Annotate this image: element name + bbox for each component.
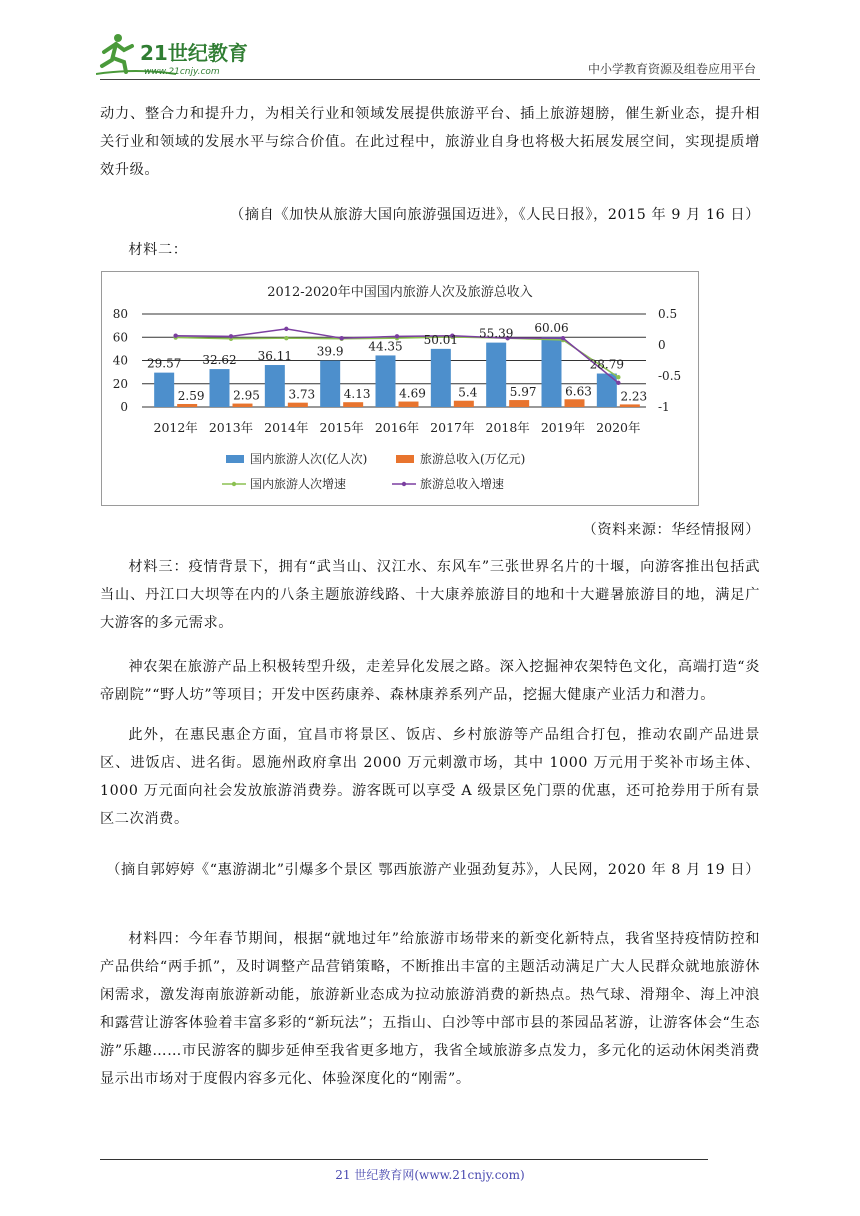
- data-label-revenue: 3.73: [288, 387, 316, 402]
- paragraph-material3: 材料三：疫情背景下，拥有“武当山、汉江水、东风车”三张世界名片的十堰，向游客推出包括武当山、丹江口大坝等在内的八条主题旅游线路、十大康养旅游目的地和十大避暑旅游目的地，满足广大游客的多元需求。: [100, 559, 760, 631]
- data-label-trips: 29.57: [146, 356, 182, 371]
- source-material1: （摘自《加快从旅游大国向旅游强国迈进》，《人民日报》，2015 年 9 月 16 日）: [229, 207, 760, 223]
- x-category-label: 2015年: [319, 420, 364, 435]
- chart-title: 2012-2020年中国国内旅游人次及旅游总收入: [267, 285, 533, 300]
- data-label-trips: 32.62: [202, 353, 237, 368]
- left-tick-label: 0: [120, 400, 128, 414]
- data-label-revenue: 2.59: [177, 388, 205, 403]
- bar-tourist-trips: [376, 355, 396, 407]
- bar-tourism-revenue: [454, 401, 474, 407]
- material2-label: 材料二：: [128, 242, 188, 258]
- bar-tourism-revenue: [177, 404, 197, 407]
- chart-svg: [102, 272, 698, 505]
- source-material3: （摘自郭婷婷《“惠游湖北”引爆多个景区 鄂西旅游产业强劲复苏》，人民网，2020 年 8 月 19 日）: [106, 862, 760, 878]
- paragraph-yichang: 此外，在惠民惠企方面，宜昌市将景区、饭店、乡村旅游等产品组合打包，推动农副产品进景区、进饭店、进名街。恩施州政府拿出 2000 万元刺激市场，其中 1000 万元用于奖补市场主体、1000 万元面向社会发放旅游消费券。游客既可以享受 A 级景区免门票的优惠，还可抢券用于所有景区二次消费。: [100, 727, 760, 827]
- data-label-trips: 39.9: [316, 344, 344, 359]
- right-tick-label: -1: [658, 400, 670, 414]
- data-label-revenue: 2.95: [233, 388, 260, 403]
- data-label-revenue: 2.23: [620, 389, 648, 404]
- point-revenue-growth: [339, 336, 343, 340]
- bar-tourism-revenue: [399, 402, 419, 407]
- left-tick-label: 80: [112, 307, 128, 321]
- bar-tourism-revenue: [565, 399, 585, 407]
- left-tick-label: 60: [112, 330, 128, 345]
- point-revenue-growth: [229, 334, 233, 338]
- point-revenue-growth: [616, 381, 620, 385]
- bar-tourist-trips: [320, 361, 340, 407]
- right-tick-label: -0.5: [658, 369, 682, 383]
- footer-divider: [100, 1159, 708, 1160]
- data-label-revenue: 4.13: [343, 387, 371, 402]
- bar-tourist-trips: [154, 373, 174, 407]
- paragraph-shennongjia: 神农架在旅游产品上积极转型升级，走差异化发展之路。深入挖掘神农架特色文化，高端打造“炎帝剧院”“野人坊”等项目；开发中医药康养、森林康养系列产品，挖掘大健康产业活力和潜力。: [100, 659, 760, 703]
- bar-tourism-revenue: [288, 403, 308, 407]
- point-revenue-growth: [395, 334, 399, 338]
- x-category-label: 2019年: [540, 420, 586, 435]
- point-trips-growth: [616, 375, 620, 379]
- header-platform-name: 中小学教育资源及组卷应用平台: [587, 62, 756, 76]
- legend-swatch-marker: [232, 482, 236, 486]
- data-label-trips: 50.01: [423, 332, 459, 347]
- right-tick-label: 0.5: [658, 307, 678, 321]
- data-label-trips: 44.35: [368, 339, 403, 354]
- legend-swatch-marker: [402, 482, 406, 486]
- left-tick-label: 40: [112, 353, 128, 368]
- x-category-label: 2017年: [430, 420, 475, 435]
- footer-text: 21 世纪教育网(www.21cnjy.com): [335, 1168, 525, 1182]
- legend-label: 旅游总收入(万亿元): [420, 452, 526, 466]
- point-revenue-growth: [284, 327, 288, 331]
- x-category-label: 2018年: [485, 420, 530, 435]
- x-category-label: 2020年: [596, 420, 641, 435]
- bar-tourism-revenue: [620, 404, 640, 407]
- data-label-revenue: 5.4: [458, 385, 478, 400]
- bar-tourism-revenue: [343, 402, 363, 407]
- x-category-label: 2012年: [153, 420, 198, 435]
- bar-tourism-revenue: [233, 404, 253, 407]
- paragraph-material1-continued: 动力、整合力和提升力，为相关行业和领域发展提供旅游平台、插上旅游翅膀，催生新业态，提升相关行业和领域的发展水平与综合价值。在此过程中，旅游业自身也将极大拓展发展空间，实现提质增效升级。: [100, 106, 760, 178]
- point-trips-growth: [284, 336, 288, 340]
- chart-source: （资料来源：华经情报网）: [582, 522, 760, 538]
- legend-swatch: [226, 455, 244, 463]
- data-label-trips: 36.11: [257, 349, 293, 364]
- header-divider: [100, 79, 760, 80]
- logo-text: 21世纪教育: [140, 41, 248, 65]
- data-label-revenue: 6.63: [565, 384, 592, 399]
- legend-label: 国内旅游人次增速: [250, 477, 347, 491]
- legend-label: 国内旅游人次(亿人次): [250, 452, 368, 466]
- point-revenue-growth: [173, 334, 177, 338]
- bar-tourist-trips: [210, 369, 230, 407]
- bar-tourist-trips: [265, 365, 285, 407]
- x-category-label: 2016年: [374, 420, 420, 435]
- point-revenue-growth: [561, 336, 565, 340]
- site-logo: [96, 32, 256, 80]
- left-tick-label: 20: [112, 376, 128, 391]
- tourism-chart: [101, 271, 699, 506]
- right-tick-label: 0: [658, 338, 666, 352]
- logo-url: www.21cnjy.com: [144, 67, 220, 77]
- data-label-trips: 55.39: [478, 326, 514, 341]
- data-label-trips: 28.79: [589, 357, 625, 372]
- data-label-trips: 60.06: [534, 321, 569, 336]
- x-category-label: 2013年: [208, 420, 254, 435]
- data-label-revenue: 5.97: [509, 385, 537, 400]
- bar-tourist-trips: [486, 343, 506, 407]
- legend-swatch: [396, 455, 414, 463]
- paragraph-material4: 材料四：今年春节期间，根据“就地过年”给旅游市场带来的新变化新特点，我省坚持疫情防控和产品供给“两手抓”，及时调整产品营销策略，不断推出丰富的主题活动满足广大人民群众就地旅游休闲需求，激发海南旅游新动能，旅游新业态成为拉动旅游消费的新热点。热气球、滑翔伞、海上冲浪和露营让游客体验着丰富多彩的“新玩法”；五指山、白沙等中部市县的茶园品茗游，让游客体会“生态游”乐趣……市民游客的脚步延伸至我省更多地方，我省全域旅游多点发力，多元化的运动休闲类消费显示出市场对于度假内容多元化、体验深度化的“刚需”。: [100, 931, 760, 1087]
- legend-label: 旅游总收入增速: [420, 477, 505, 491]
- bar-tourism-revenue: [509, 400, 529, 407]
- x-category-label: 2014年: [264, 420, 309, 435]
- bar-tourist-trips: [431, 349, 451, 407]
- bar-tourist-trips: [542, 337, 562, 407]
- data-label-revenue: 4.69: [399, 386, 426, 401]
